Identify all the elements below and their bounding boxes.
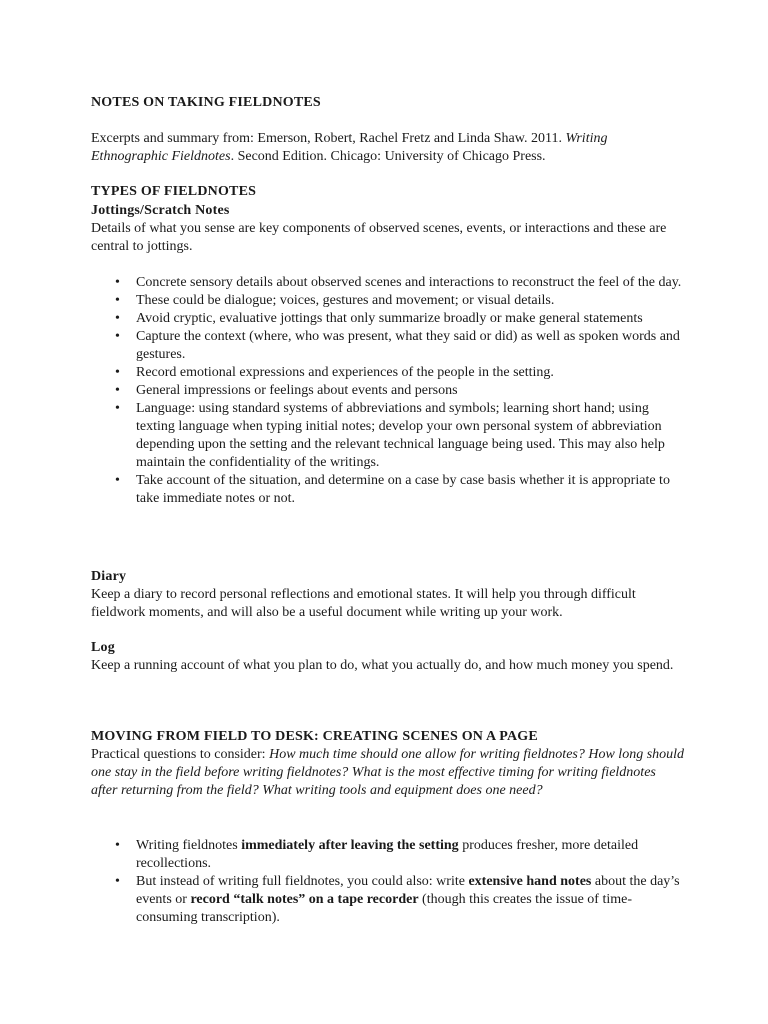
- moving-intro: [91, 746, 685, 800]
- bullet-text: produces fresher, more detailed recollections.: [136, 838, 639, 871]
- citation-book-title: Writing Ethnographic Fieldnotes: [91, 131, 608, 164]
- bullet-emphasis: record “talk notes” on a tape recorder: [190, 892, 419, 907]
- jottings-heading: Jottings/Scratch Notes: [91, 203, 230, 218]
- moving-intro-prefix: Practical questions to consider:: [91, 747, 270, 762]
- list-item: • Concrete sensory details about observed scenes and interactions to reconstruct the feel of the day.: [91, 274, 685, 292]
- list-item: • Record emotional expressions and experiences of the people in the setting.: [91, 364, 685, 382]
- list-item: • Take account of the situation, and determine on a case by case basis whether it is appropriate to take immediate notes or not.: [91, 472, 685, 508]
- list-item: • Language: using standard systems of abbreviations and symbols; learning short hand; using texting language when typing initial notes; develop your own personal system of abbreviation depending upon the setting and the relevant technical language being used. This may also help maintain the confidentiality of the writings.: [91, 400, 685, 472]
- list-item: • These could be dialogue; voices, gestures and movement; or visual details.: [91, 292, 685, 310]
- jottings-bullet-list: [91, 274, 685, 508]
- diary-text: Keep a diary to record personal reflections and emotional states. It will help you through difficult fieldwork moments, and will also be a useful document while writing up your work.: [91, 587, 636, 620]
- citation: [91, 130, 685, 166]
- bullet-emphasis: extensive hand notes: [468, 874, 592, 889]
- document-title: NOTES ON TAKING FIELDNOTES: [91, 95, 321, 110]
- citation-suffix: . Second Edition. Chicago: University of Chicago Press.: [230, 149, 546, 164]
- list-item: • Avoid cryptic, evaluative jottings that only summarize broadly or make general statements: [91, 310, 685, 328]
- bullet-emphasis: immediately after leaving the setting: [241, 838, 459, 853]
- moving-bullet-list: [91, 837, 685, 927]
- list-item: [91, 873, 685, 927]
- list-item: • General impressions or feelings about events and persons: [91, 382, 685, 400]
- moving-heading: MOVING FROM FIELD TO DESK: CREATING SCENES ON A PAGE: [91, 729, 538, 744]
- bullet-text: about the day’s events or: [136, 874, 680, 907]
- list-item: • Capture the context (where, who was present, what they said or did) as well as spoken words and gestures.: [91, 328, 685, 364]
- list-item: [91, 837, 685, 873]
- types-heading: TYPES OF FIELDNOTES: [91, 184, 257, 199]
- moving-intro-questions: How much time should one allow for writing fieldnotes? How long should one stay in the field before writing fieldnotes? What is the most effective timing for writing fieldnotes after returning from the field? What writing tools and equipment does one need?: [91, 747, 685, 798]
- jottings-intro: Details of what you sense are key components of observed scenes, events, or interactions and these are central to jottings.: [91, 221, 667, 254]
- diary-heading: Diary: [91, 569, 127, 584]
- log-heading: Log: [91, 640, 115, 655]
- log-text: Keep a running account of what you plan to do, what you actually do, and how much money you spend.: [91, 658, 674, 673]
- bullet-text: Writing fieldnotes: [136, 838, 242, 853]
- bullet-text: (though this creates the issue of time-consuming transcription).: [136, 892, 632, 925]
- bullet-text: But instead of writing full fieldnotes, you could also: write: [136, 874, 469, 889]
- citation-prefix: Excerpts and summary from: Emerson, Robert, Rachel Fretz and Linda Shaw. 2011.: [91, 131, 566, 146]
